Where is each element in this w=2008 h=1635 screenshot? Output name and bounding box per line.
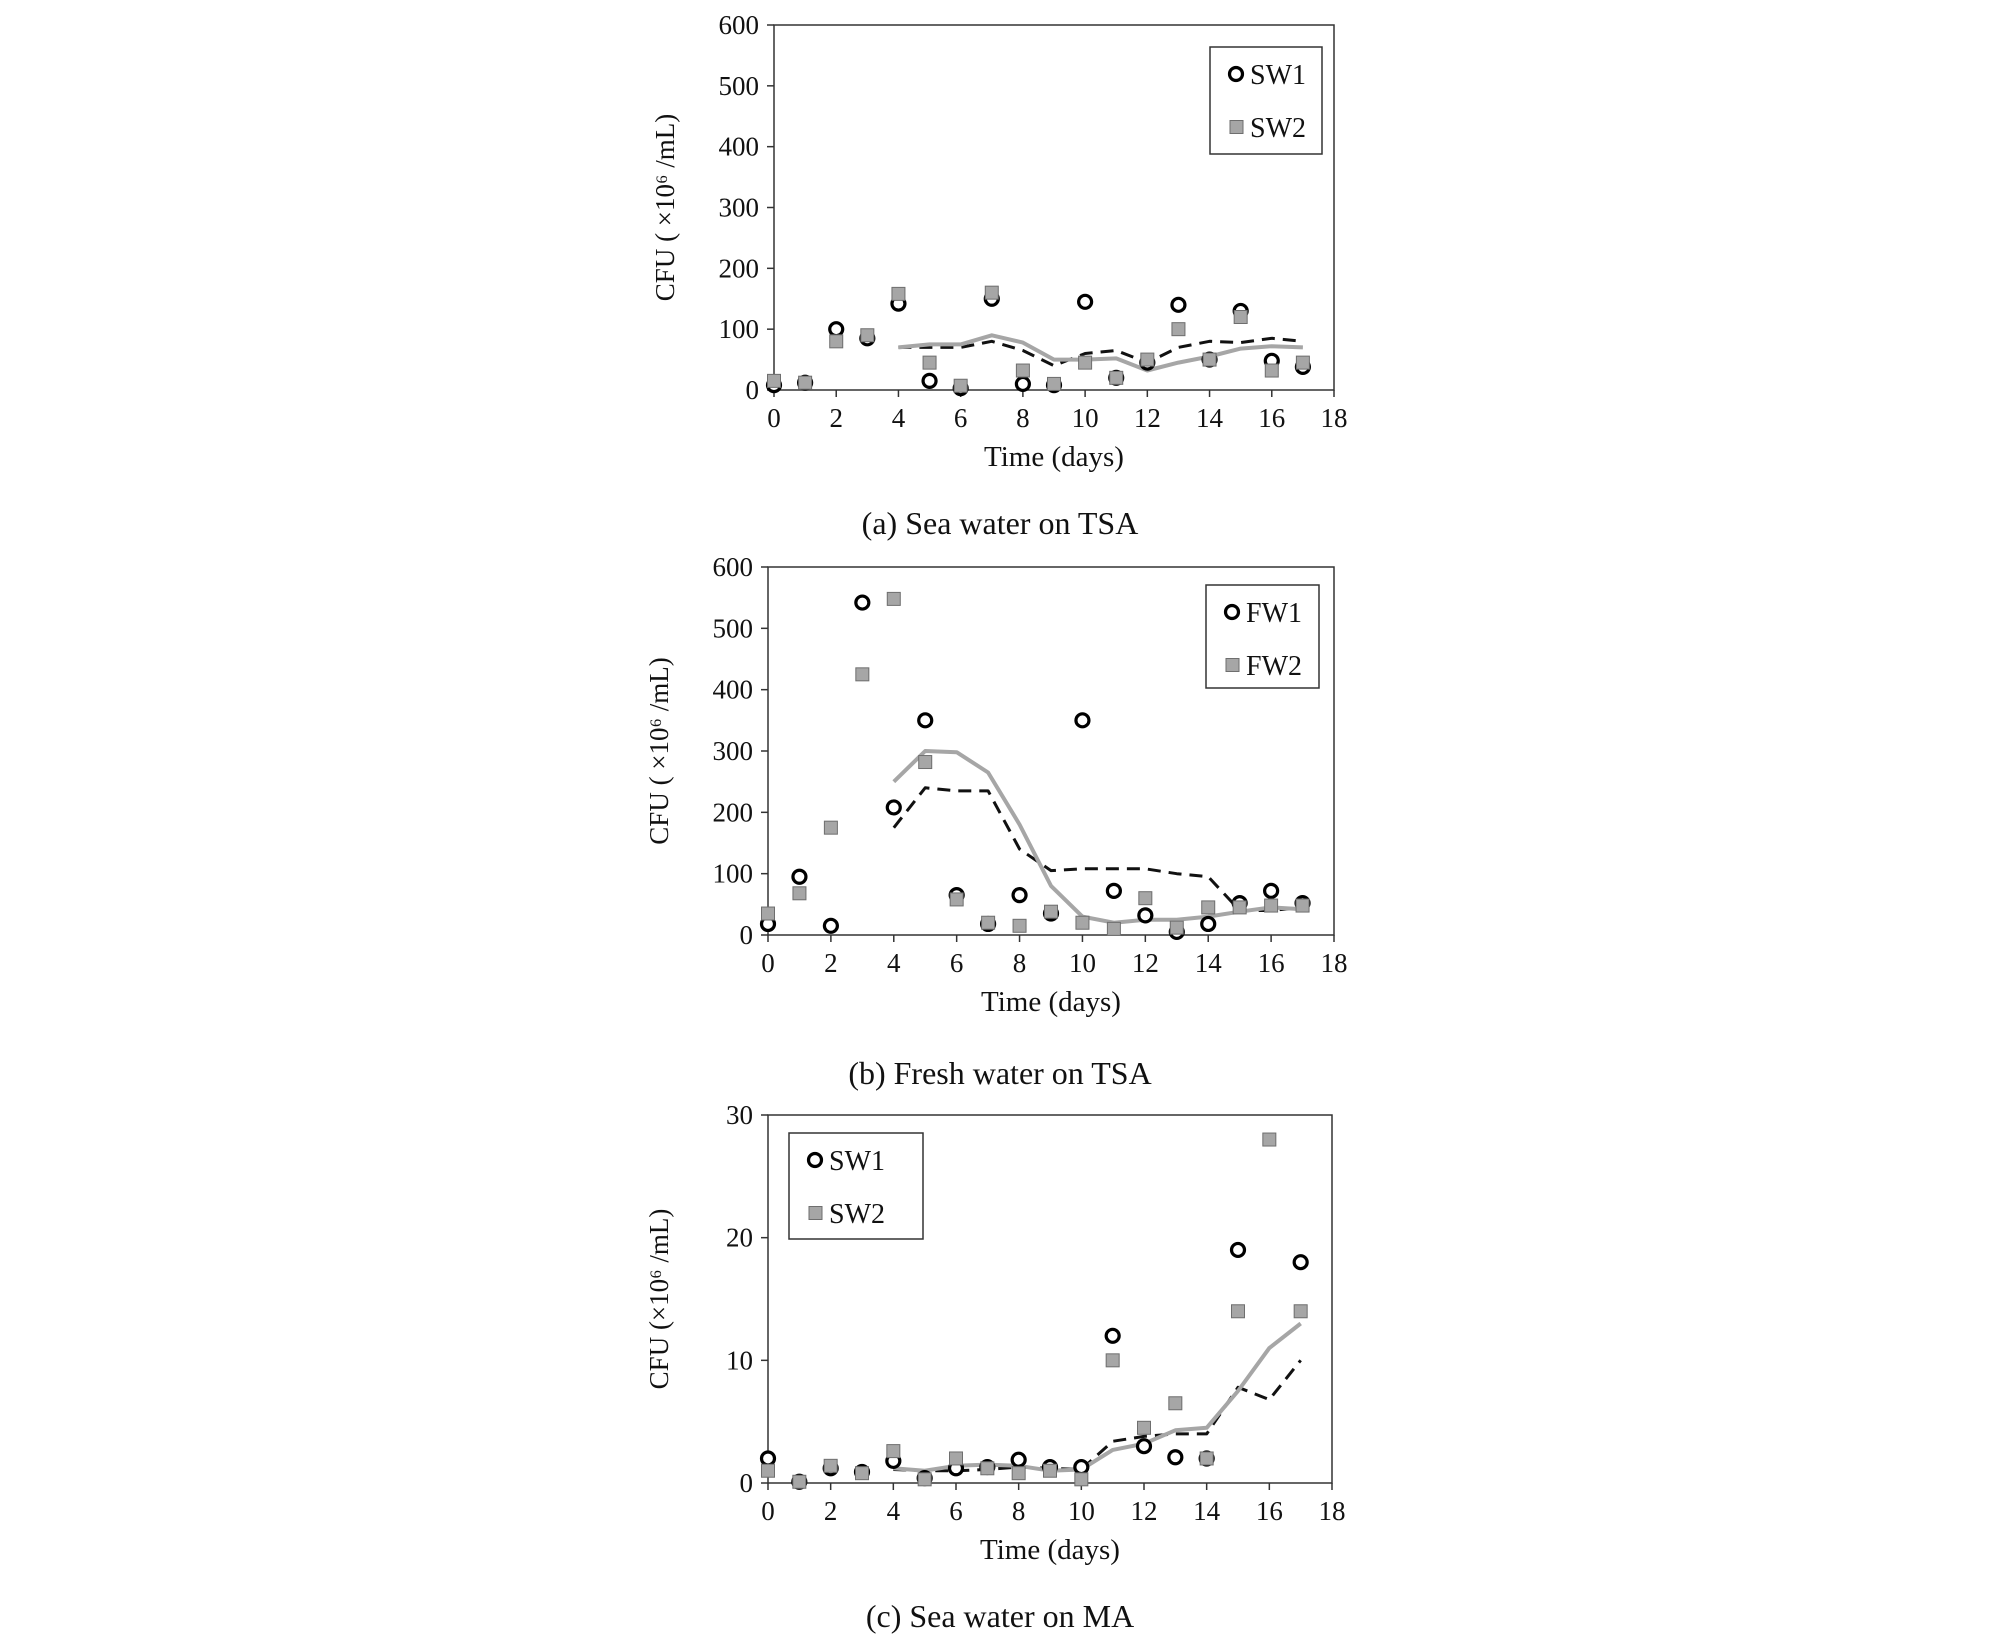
x-tick-label: 16 — [1257, 948, 1285, 978]
point-square — [1106, 1354, 1119, 1367]
point-square — [887, 1445, 900, 1458]
x-tick-label: 16 — [1255, 1496, 1283, 1526]
x-tick-label: 16 — [1258, 403, 1286, 433]
x-tick-label: 0 — [761, 948, 775, 978]
y-axis-label: CFU (×10⁶ /mL) — [644, 1208, 674, 1390]
y-tick-label: 20 — [726, 1222, 753, 1253]
point-square — [856, 1467, 869, 1480]
point-circle — [1075, 1461, 1088, 1474]
x-tick-label: 2 — [829, 403, 843, 433]
point-square — [981, 1462, 994, 1475]
x-tick-label: 18 — [1318, 1496, 1346, 1526]
x-tick-label: 12 — [1130, 1496, 1158, 1526]
x-tick-label: 12 — [1133, 403, 1161, 433]
point-circle — [1294, 1256, 1307, 1269]
y-tick-label: 10 — [726, 1345, 753, 1376]
y-tick-label: 30 — [726, 1100, 753, 1130]
caption-c: (c) Sea water on MA — [865, 1598, 1135, 1634]
x-tick-label: 4 — [887, 948, 901, 978]
y-tick-label: 300 — [712, 736, 753, 766]
point-square — [1169, 1397, 1182, 1410]
point-square — [1263, 1133, 1276, 1146]
y-tick-label: 400 — [718, 131, 759, 162]
point-square — [1232, 1305, 1245, 1318]
point-square — [1075, 1473, 1088, 1486]
point-circle — [1138, 1440, 1151, 1453]
x-tick-label: 14 — [1196, 403, 1224, 433]
y-axis-label: CFU ( ×10⁶ /mL) — [650, 113, 680, 302]
x-tick-label: 8 — [1016, 403, 1030, 433]
y-tick-label: 500 — [718, 70, 759, 101]
y-tick-label: 200 — [712, 797, 753, 828]
legend-label: FW1 — [1246, 598, 1302, 629]
y-tick-label: 0 — [739, 1468, 753, 1498]
x-axis-label: Time (days) — [984, 441, 1124, 473]
point-square — [950, 1452, 963, 1465]
y-tick-label: 500 — [712, 613, 753, 644]
x-tick-label: 10 — [1067, 1496, 1095, 1526]
y-tick-label: 0 — [745, 375, 759, 405]
x-tick-label: 6 — [949, 1496, 963, 1526]
x-axis-label: Time (days) — [981, 986, 1121, 1018]
x-tick-label: 8 — [1012, 948, 1027, 978]
point-square — [1012, 1467, 1025, 1480]
y-tick-label: 100 — [718, 314, 759, 345]
x-tick-label: 2 — [823, 1496, 838, 1526]
caption-b: (b) Fresh water on TSA — [848, 1055, 1152, 1091]
point-square — [1044, 1464, 1057, 1477]
legend-marker-square — [809, 1207, 822, 1220]
point-circle — [1232, 1243, 1245, 1256]
x-tick-label: 12 — [1131, 948, 1159, 978]
point-square — [762, 1464, 775, 1477]
point-circle — [1012, 1453, 1025, 1466]
y-tick-label: 100 — [712, 858, 753, 889]
legend-label: SW1 — [1250, 60, 1306, 91]
y-tick-label: 400 — [712, 674, 753, 705]
y-tick-label: 300 — [718, 192, 759, 223]
y-tick-label: 200 — [718, 253, 759, 284]
point-circle — [762, 1452, 775, 1465]
point-square — [1294, 1305, 1307, 1318]
point-square — [1138, 1421, 1151, 1434]
x-tick-label: 2 — [824, 948, 838, 978]
x-tick-label: 14 — [1194, 948, 1222, 978]
x-tick-label: 6 — [953, 403, 968, 433]
x-tick-label: 8 — [1011, 1496, 1026, 1526]
x-tick-label: 0 — [767, 403, 781, 433]
point-square — [918, 1473, 931, 1486]
series-SW1 — [762, 1243, 1308, 1488]
x-tick-label: 6 — [949, 948, 964, 978]
x-tick-label: 4 — [891, 403, 906, 433]
point-circle — [1106, 1329, 1119, 1342]
trend-line-solid — [893, 1324, 1300, 1471]
x-tick-label: 14 — [1193, 1496, 1221, 1526]
point-circle — [1169, 1451, 1182, 1464]
y-axis-label: CFU ( ×10⁶ /mL) — [644, 657, 674, 845]
x-tick-label: 4 — [886, 1496, 901, 1526]
legend-label: SW2 — [829, 1199, 885, 1230]
x-tick-label: 18 — [1320, 948, 1348, 978]
legend-marker-circle — [809, 1154, 822, 1167]
point-square — [1200, 1452, 1213, 1465]
legend-label: FW2 — [1246, 651, 1302, 682]
x-tick-label: 10 — [1068, 948, 1096, 978]
x-tick-label: 18 — [1320, 403, 1348, 433]
caption-a: (a) Sea water on TSA — [861, 505, 1139, 541]
legend-label: SW1 — [829, 1146, 885, 1177]
legend-label: SW2 — [1250, 113, 1306, 144]
y-tick-label: 0 — [739, 920, 753, 950]
x-axis-label: Time (days) — [980, 1534, 1120, 1566]
x-tick-label: 0 — [761, 1496, 775, 1526]
y-tick-label: 600 — [712, 552, 753, 582]
x-tick-label: 10 — [1071, 403, 1099, 433]
y-tick-label: 600 — [718, 10, 759, 40]
point-square — [824, 1459, 837, 1472]
legend — [789, 1133, 923, 1239]
point-square — [793, 1475, 806, 1488]
